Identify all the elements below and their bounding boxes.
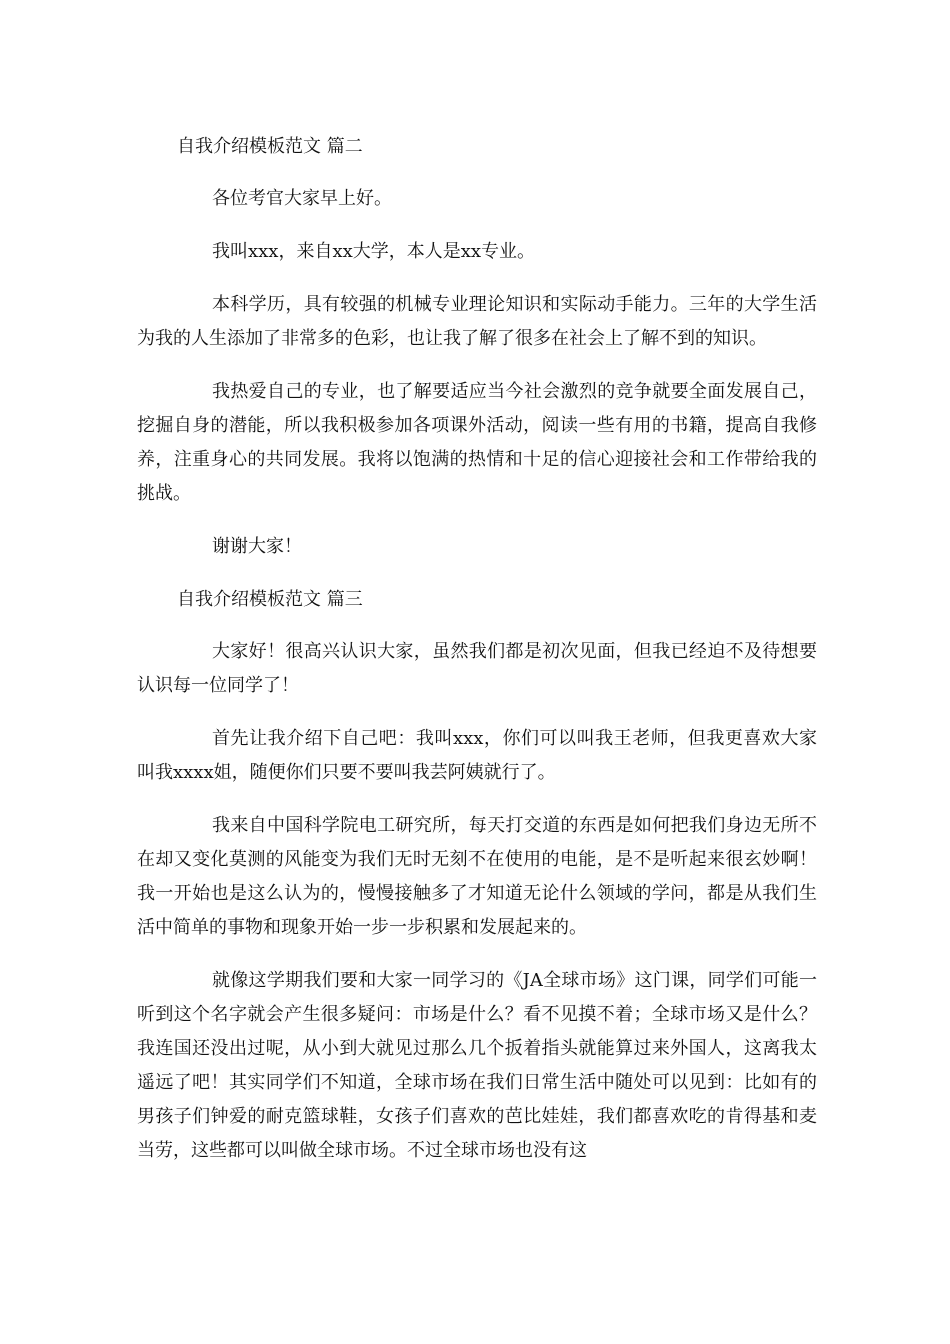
paragraph: 我叫xxx，来自xx大学，本人是xx专业。 — [212, 241, 536, 262]
paragraph: 首先让我介绍下自己吧：我叫xxx，你们可以叫我王老师，但我更喜欢大家叫我xxxx姐，随便你们只要不要叫我芸阿姨就行了。 — [137, 728, 817, 783]
section-title: 自我介绍模板范文 篇二 — [177, 136, 363, 157]
document-body — [137, 130, 817, 1187]
paragraph: 各位考官大家早上好。 — [212, 188, 392, 209]
paragraph: 我来自中国科学院电工研究所，每天打交道的东西是如何把我们身边无所不在却又变化莫测的风能变为我们无时无刻不在使用的电能，是不是听起来很玄妙啊！我一开始也是这么认为的，慢慢接触多了才知道无论什么领域的学问，都是从我们生活中简单的事物和现象开始一步一步积累和发展起来的。 — [137, 815, 817, 938]
paragraph: 本科学历，具有较强的机械专业理论知识和实际动手能力。三年的大学生活为我的人生添加了非常多的色彩，也让我了解了很多在社会上了解不到的知识。 — [137, 294, 817, 349]
paragraph: 我热爱自己的专业，也了解要适应当今社会激烈的竞争就要全面发展自己，挖掘自身的潜能，所以我积极参加各项课外活动，阅读一些有用的书籍，提高自我修养，注重身心的共同发展。我将以饱满的热情和十足的信心迎接社会和工作带给我的挑战。 — [137, 381, 817, 504]
paragraph: 大家好！很高兴认识大家，虽然我们都是初次见面，但我已经迫不及待想要认识每一位同学了！ — [137, 641, 817, 696]
paragraph: 就像这学期我们要和大家一同学习的《JA全球市场》这门课，同学们可能一听到这个名字就会产生很多疑问：市场是什么？看不见摸不着；全球市场又是什么？我连国还没出过呢，从小到大就见过那么几个扳着指头就能算过来外国人，这离我太遥远了吧！其实同学们不知道，全球市场在我们日常生活中随处可以见到：比如有的男孩子们钟爱的耐克篮球鞋，女孩子们喜欢的芭比娃娃，我们都喜欢吃的肯得基和麦当劳，这些都可以叫做全球市场。不过全球市场也没有这 — [137, 970, 817, 1161]
section-title: 自我介绍模板范文 篇三 — [177, 589, 363, 610]
paragraph: 谢谢大家！ — [212, 536, 302, 557]
